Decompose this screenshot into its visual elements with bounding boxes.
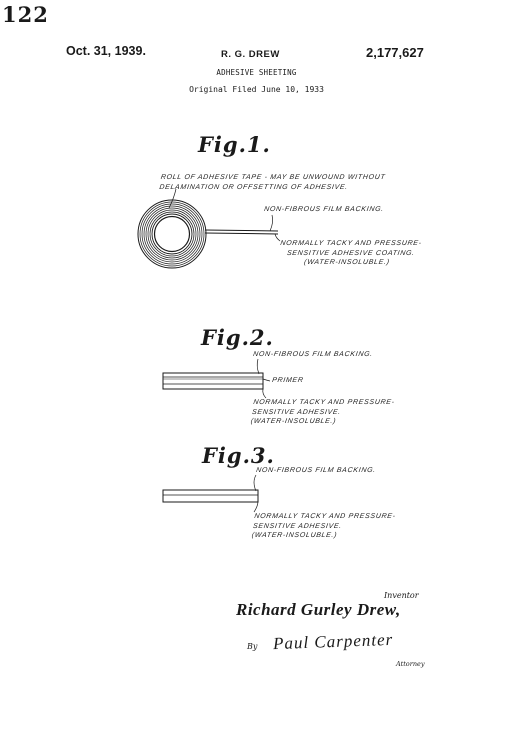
attorney-signature: Paul Carpenter [272,629,394,654]
fig2-sheet-drawing [163,373,263,389]
patent-title: ADHESIVE SHEETING [216,68,297,77]
fig1-roll-label: ROLL OF ADHESIVE TAPE - MAY BE UNWOUND WITHOUT DELAMINATION OR OFFSETTING OF ADHESIVE. [158,174,386,191]
by-label: By [247,642,258,651]
fig3-leader-lines [254,475,258,512]
fig2-title: Fig.2. [201,325,274,350]
fig1-title: Fig.1. [198,132,271,157]
attorney-label: Attorney [396,660,425,668]
patent-number: 2,177,627 [366,45,424,60]
fig1-backing-label: NON-FIBROUS FILM BACKING. [263,206,385,213]
fig2-primer-label: PRIMER [271,377,304,384]
inventor-signature: Richard Gurley Drew, [236,600,401,619]
fig3-title: Fig.3. [202,443,275,468]
tape-roll-drawing [138,200,206,268]
page-number: 122 [2,2,49,27]
fig2-leader-lines [257,359,270,398]
inventor-header: R. G. DREW [221,49,280,60]
fig3-sheet-drawing [163,490,258,502]
patent-date: Oct. 31, 1939. [66,44,146,58]
filing-date: Original Filed June 10, 1933 [189,85,324,94]
fig3-adhesive-label: NORMALLY TACKY AND PRESSURE- SENSITIVE ADHESIVE. (WATER-INSOLUBLE.) [251,513,397,539]
fig1-adhesive-label: NORMALLY TACKY AND PRESSURE- SENSITIVE ADHESIVE COATING. (WATER-INSOLUBLE.) [277,240,423,266]
inventor-label: Inventor [384,591,419,600]
unwound-tape-strip [205,230,278,234]
fig2-backing-label: NON-FIBROUS FILM BACKING. [252,351,374,358]
fig2-adhesive-label: NORMALLY TACKY AND PRESSURE- SENSITIVE ADHESIVE. (WATER-INSOLUBLE.) [250,399,396,425]
fig3-backing-label: NON-FIBROUS FILM BACKING. [255,467,377,474]
